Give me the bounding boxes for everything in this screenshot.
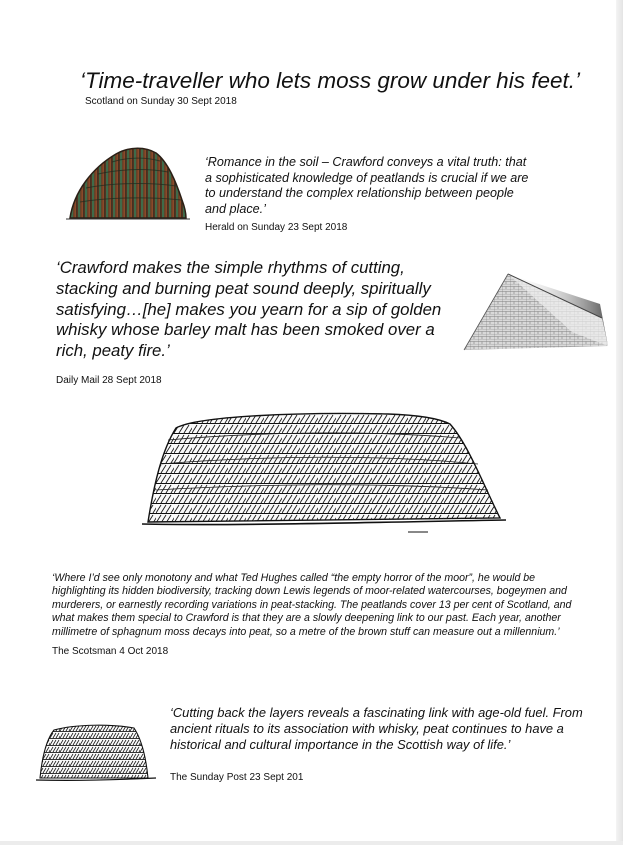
review-quote-3: ‘Crawford makes the simple rhythms of cutting, stacking and burning peat sound deeply, spiritually satisfying…[he] makes you yearn for a sip of golden whisky whose barley malt has been smoked over a rich, peaty fire.’: [56, 258, 442, 361]
review-source-1: Scotland on Sunday 30 Sept 2018: [85, 96, 237, 107]
review-source-5: The Sunday Post 23 Sept 201: [170, 772, 304, 783]
peat-stack-pyramid-illustration: [462, 264, 612, 354]
review-source-2: Herald on Sunday 23 Sept 2018: [205, 222, 348, 233]
review-quote-4: ‘Where I’d see only monotony and what Ted Hughes called “the empty horror of the moor”, he would be highlighting its hidden biodiversity, tracking down Lewis legends of moor-related watercourses, bogeymen and murderers, or earnestly recording variations in peat-stacking. The peatlands cover 13 per cent of Scotland, and what makes them special to Crawford is that they are a slowly deepening link to our past. Each year, another millimetre of sphagnum moss decays into peat, so a metre of the brown stuff can measure out a millennium.’: [52, 572, 572, 638]
peat-stack-small-illustration: [30, 718, 160, 786]
scan-page-edge-bottom: [0, 841, 623, 845]
review-quote-2: ‘Romance in the soil – Crawford conveys a vital truth: that a sophisticated knowledge of peatlands is crucial if we are to understand the complex relationship between people and place.’: [205, 155, 529, 216]
review-source-3: Daily Mail 28 Sept 2018: [56, 375, 162, 386]
peat-stack-large-illustration: [138, 404, 510, 540]
review-quote-5: ‘Cutting back the layers reveals a fascinating link with age-old fuel. From ancient rituals to its association with whisky, peat continues to have a historical and cultural importance in the Scottish way of life.’: [170, 705, 583, 752]
review-quote-1: ‘Time-traveller who lets moss grow under his feet.’: [80, 68, 580, 93]
review-source-4: The Scotsman 4 Oct 2018: [52, 646, 169, 657]
peat-stack-colored-illustration: [64, 140, 194, 225]
scan-page-edge: [616, 0, 623, 845]
